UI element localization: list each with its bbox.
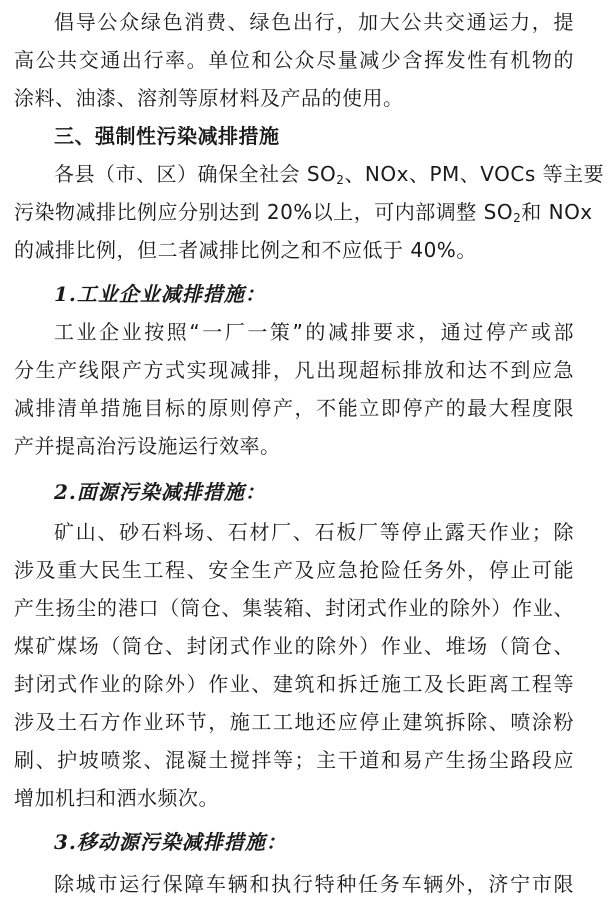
paragraph-line: 除城市运行保障车辆和执行特种任务车辆外，济宁市限 bbox=[54, 872, 574, 896]
paragraph-line: 封闭式作业的除外）作业、建筑和拆迁施工及长距离工程等 bbox=[14, 672, 574, 696]
subsection-title: 3.移动源污染减排措施： bbox=[54, 830, 287, 854]
paragraph-line: 产生扬尘的港口（筒仓、集装箱、封闭式作业的除外）作业、 bbox=[14, 596, 574, 620]
paragraph-line: 刷、护坡喷浆、混凝土搅拌等；主干道和易产生扬尘路段应 bbox=[14, 748, 574, 772]
section-intro-line: 各县（市、区）确保全社会 $SO_2$、NOx、PM、VOCs 等主要 bbox=[54, 162, 605, 187]
paragraph-line: 分生产线限产方式实现减排，凡出现超标排放和达不到应急 bbox=[14, 358, 574, 382]
subsection-title: 1.工业企业减排措施： bbox=[54, 282, 266, 306]
paragraph-line: 煤矿煤场（筒仓、封闭式作业的除外）作业、堆场（筒仓、 bbox=[14, 634, 574, 658]
paragraph-line: 高公共交通出行率。单位和公众尽量减少含挥发性有机物的 bbox=[14, 48, 574, 72]
paragraph-line: 涂料、油漆、溶剂等原材料及产品的使用。 bbox=[14, 86, 404, 110]
paragraph-line: 增加机扫和洒水频次。 bbox=[14, 786, 219, 810]
section-intro-line: 污染物减排比例应分别达到 20%以上，可内部调整 $SO_2$和 NOx bbox=[14, 200, 593, 225]
paragraph-line: 减排清单措施目标的原则停产，不能立即停产的最大程度限 bbox=[14, 396, 574, 420]
paragraph-line: 产并提高治污设施运行效率。 bbox=[14, 434, 281, 458]
paragraph-line: 涉及重大民生工程、安全生产及应急抢险任务外，停止可能 bbox=[14, 558, 574, 582]
section-heading: 三、强制性污染减排措施 bbox=[54, 124, 280, 148]
paragraph-line: 倡导公众绿色消费、绿色出行，加大公共交通运力，提 bbox=[54, 10, 574, 34]
paragraph-line: 涉及土石方作业环节，施工工地还应停止建筑拆除、喷涂粉 bbox=[14, 710, 574, 734]
paragraph-line: 工业企业按照“一厂一策”的减排要求，通过停产或部 bbox=[54, 320, 574, 344]
section-intro-line: 的减排比例，但二者减排比例之和不应低于 40%。 bbox=[14, 238, 477, 262]
paragraph-line: 矿山、砂石料场、石材厂、石板厂等停止露天作业；除 bbox=[54, 520, 574, 544]
subsection-title: 2.面源污染减排措施： bbox=[54, 480, 266, 504]
